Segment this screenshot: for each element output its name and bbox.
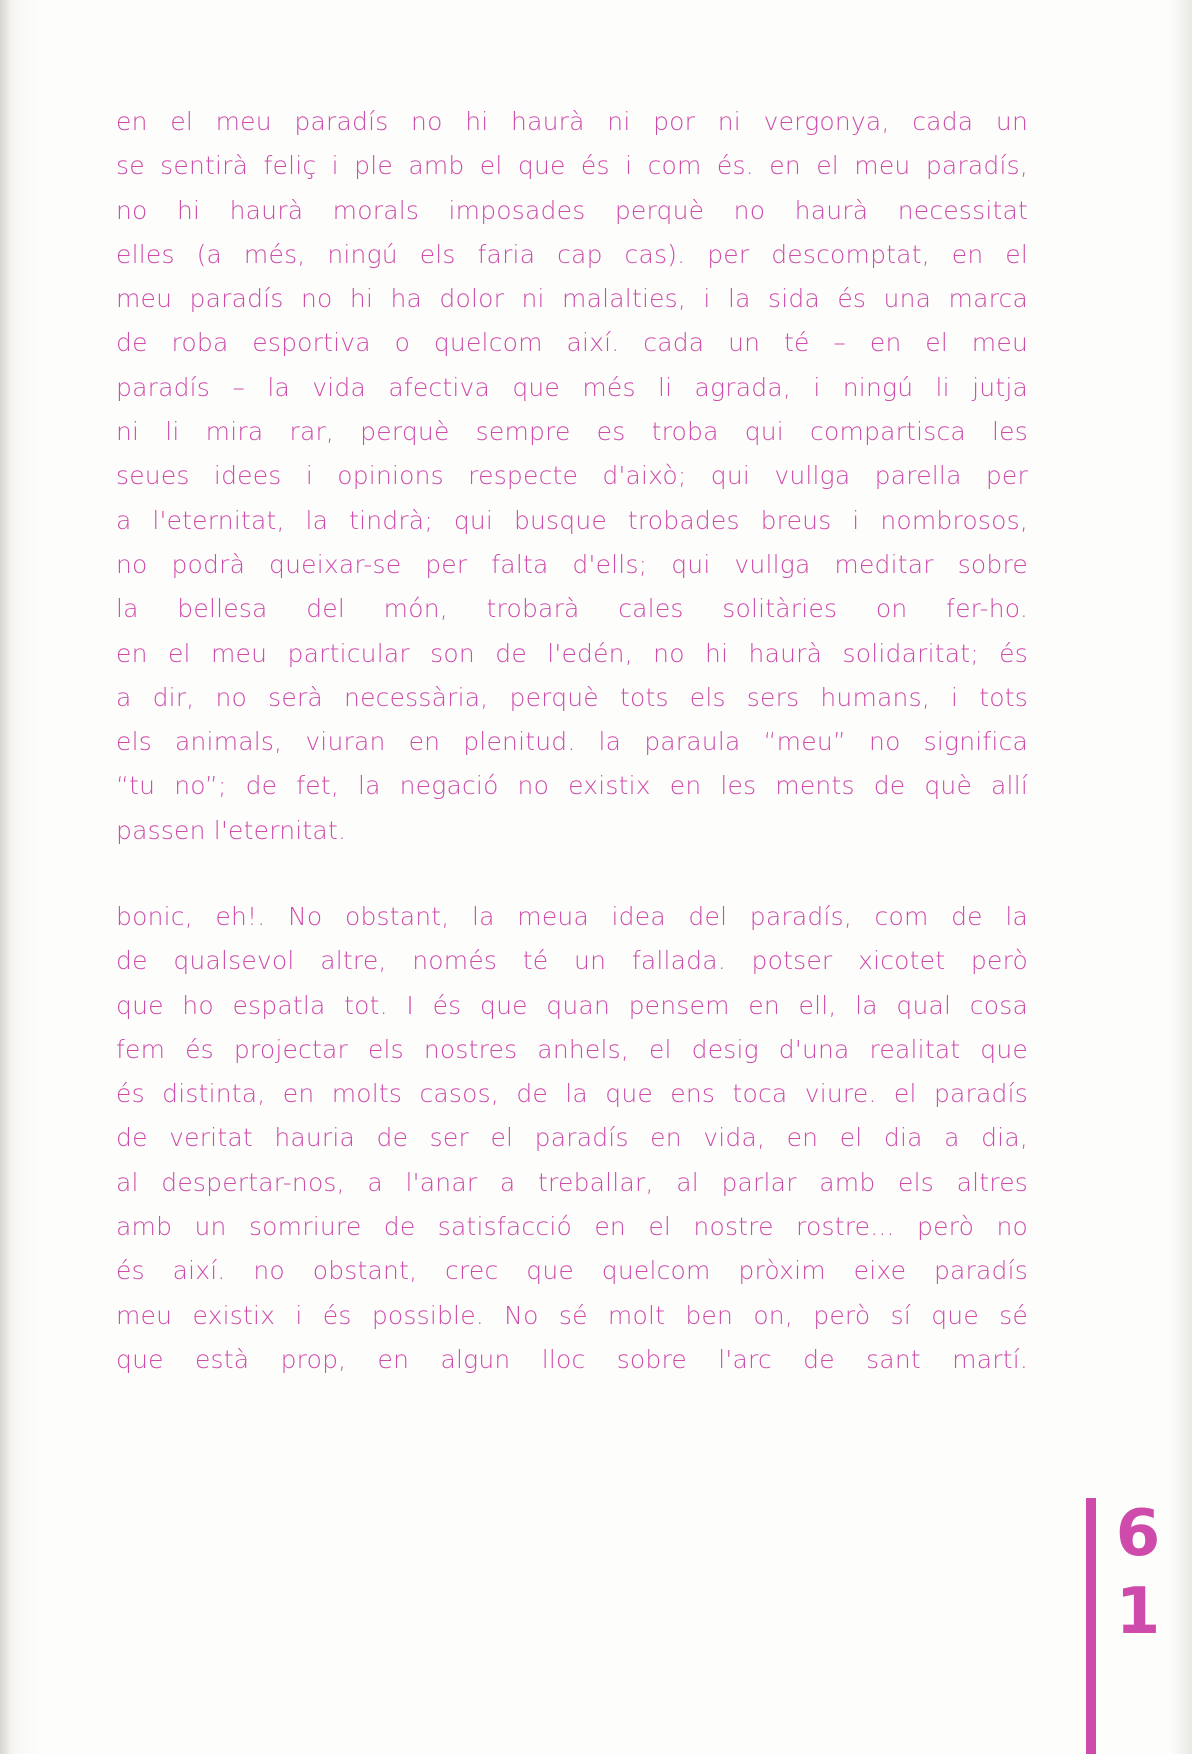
page-number-digit-2: 1: [1115, 1575, 1161, 1649]
paragraph-line: ni li mira rar, perquè sempre es troba qui compartisca les: [116, 417, 1028, 447]
paragraph-line: no podrà queixar-se per falta d'ells; qui vullga meditar sobre: [116, 549, 1028, 579]
paragraph-line: “tu no”; de fet, la negació no existix en les ments de què allí: [116, 771, 1028, 801]
paragraph-line: fem és projectar els nostres anhels, el desig d'una realitat que: [116, 1034, 1028, 1064]
page-number: [1086, 1498, 1166, 1754]
page-number-bar: [1086, 1498, 1096, 1754]
paragraph-line: paradís – la vida afectiva que més li agrada, i ningú li jutja: [116, 372, 1028, 402]
paragraph-line: és distinta, en molts casos, de la que ens toca viure. el paradís: [116, 1079, 1028, 1109]
page-number-digit-1: 6: [1115, 1497, 1161, 1571]
paragraph-line: al despertar-nos, a l'anar a treballar, al parlar amb els altres: [116, 1167, 1028, 1197]
paragraph-line: és així. no obstant, crec que quelcom pròxim eixe paradís: [116, 1256, 1028, 1286]
paragraph-2: [116, 895, 1028, 1382]
paragraph-line: a dir, no serà necessària, perquè tots els sers humans, i tots: [116, 682, 1028, 712]
paragraph-line: no hi haurà morals imposades perquè no haurà necessitat: [116, 195, 1028, 225]
paragraph-line: en el meu particular son de l'edén, no hi haurà solidaritat; és: [116, 638, 1028, 668]
paragraph-line: en el meu paradís no hi haurà ni por ni vergonya, cada un: [116, 107, 1028, 136]
page-binding-shadow: [0, 0, 10, 1754]
paragraph-line: passen l'eternitat.: [116, 815, 347, 845]
paragraph-line: meu existix i és possible. No sé molt ben on, però sí que sé: [116, 1300, 1028, 1330]
paragraph-line: elles (a més, ningú els faria cap cas). per descomptat, en el: [116, 239, 1028, 269]
paragraph-line: bonic, eh!. No obstant, la meua idea del paradís, com de la: [116, 902, 1028, 931]
paragraph-line: a l'eternitat, la tindrà; qui busque trobades breus i nombrosos,: [116, 505, 1028, 535]
paragraph-line: de veritat hauria de ser el paradís en vida, en el dia a dia,: [116, 1123, 1028, 1153]
paragraph-line: meu paradís no hi ha dolor ni malalties, i la sida és una marca: [116, 284, 1028, 314]
paragraph-line: que ho espatla tot. I és que quan pensem en ell, la qual cosa: [116, 990, 1028, 1020]
paragraph-line: la bellesa del món, trobarà cales solitàries on fer-ho.: [116, 594, 1028, 624]
paragraph-1: [116, 100, 1028, 853]
paragraph-line: de qualsevol altre, només té un fallada. potser xicotet però: [116, 946, 1028, 976]
paragraph-line: de roba esportiva o quelcom així. cada un té – en el meu: [116, 328, 1028, 358]
paragraph-line: amb un somriure de satisfacció en el nostre rostre... però no: [116, 1212, 1028, 1242]
paragraph-line: se sentirà feliç i ple amb el que és i com és. en el meu paradís,: [116, 151, 1028, 181]
paragraph-line: que està prop, en algun lloc sobre l'arc de sant martí.: [116, 1344, 1028, 1374]
paragraph-line: seues idees i opinions respecte d'això; qui vullga parella per: [116, 461, 1028, 491]
paragraph-line: els animals, viuran en plenitud. la paraula “meu” no significa: [116, 727, 1028, 757]
